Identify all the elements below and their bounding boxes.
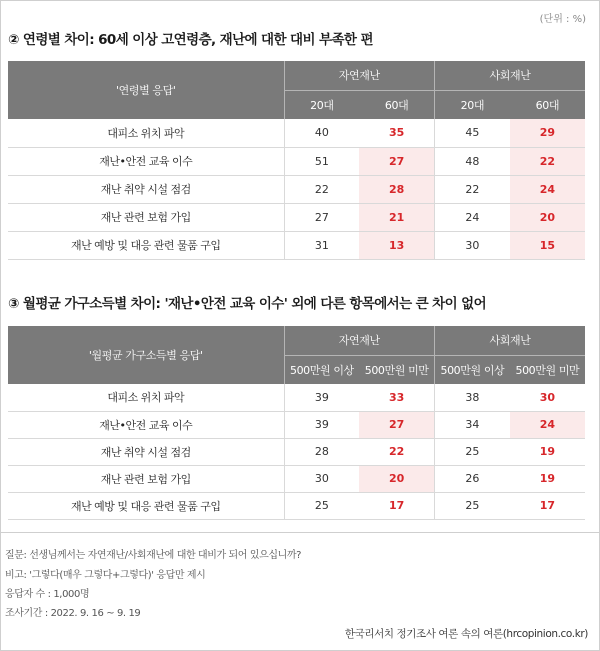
- value-cell-highlight: 21: [359, 203, 434, 231]
- value-cell-highlight: 30: [510, 384, 585, 411]
- table-row: [8, 119, 585, 147]
- table-row: [8, 465, 585, 492]
- value-cell-highlight: 20: [510, 203, 585, 231]
- value-cell-highlight: 19: [510, 465, 585, 492]
- income-sub-header: 500만원 이상: [284, 355, 359, 384]
- value-cell: 26: [435, 465, 510, 492]
- row-item: 재난•안전 교육 이수: [8, 147, 284, 175]
- row-item: 재난 관련 보험 가입: [8, 203, 284, 231]
- value-cell-highlight: 13: [359, 231, 434, 259]
- value-cell: 48: [435, 147, 510, 175]
- income-group-social: 사회재난: [435, 326, 586, 355]
- value-cell: 25: [435, 438, 510, 465]
- section1-title: ② 연령별 차이: 60세 이상 고연령층, 재난에 대한 대비 부족한 편: [8, 32, 373, 48]
- value-cell-highlight: 27: [359, 411, 434, 438]
- age-sub-header: 60대: [359, 90, 434, 119]
- source-credit: 한국리서치 정기조사 여론 속의 여론(hrcopinion.co.kr): [344, 628, 588, 640]
- table-row: [8, 384, 585, 411]
- row-item: 재난 관련 보험 가입: [8, 465, 284, 492]
- period-note: 조사기간 : 2022. 9. 16 ~ 9. 19: [5, 608, 141, 619]
- value-cell-highlight: 27: [359, 147, 434, 175]
- value-cell: 30: [284, 465, 359, 492]
- value-cell: 25: [435, 492, 510, 519]
- respondents-note: 응답자 수 : 1,000명: [5, 589, 90, 600]
- value-cell: 27: [284, 203, 359, 231]
- value-cell: 38: [435, 384, 510, 411]
- value-cell: 45: [435, 119, 510, 147]
- value-cell-highlight: 22: [510, 147, 585, 175]
- question-note: 질문: 선생님께서는 자연재난/사회재난에 대한 대비가 되어 있으십니까?: [5, 550, 302, 561]
- row-item: 대피소 위치 파악: [8, 384, 284, 411]
- value-cell-highlight: 20: [359, 465, 434, 492]
- value-cell: 24: [435, 203, 510, 231]
- income-table-header-label: '월평균 가구소득별 응답': [8, 326, 284, 384]
- income-sub-header: 500만원 이상: [435, 355, 510, 384]
- table-row: [8, 231, 585, 259]
- value-cell-highlight: 33: [359, 384, 434, 411]
- row-item: 재난 취약 시설 점검: [8, 438, 284, 465]
- table-row: [8, 492, 585, 519]
- value-cell: 22: [435, 175, 510, 203]
- table-row: [8, 147, 585, 175]
- value-cell: 39: [284, 384, 359, 411]
- row-item: 재난•안전 교육 이수: [8, 411, 284, 438]
- income-sub-header: 500만원 미만: [510, 355, 585, 384]
- value-cell: 31: [284, 231, 359, 259]
- value-cell: 28: [284, 438, 359, 465]
- value-cell: 30: [435, 231, 510, 259]
- table-row: [8, 438, 585, 465]
- table-row: [8, 411, 585, 438]
- income-group-natural: 자연재난: [284, 326, 435, 355]
- row-item: 대피소 위치 파악: [8, 119, 284, 147]
- value-cell-highlight: 28: [359, 175, 434, 203]
- value-cell: 22: [284, 175, 359, 203]
- age-table: [8, 61, 585, 260]
- value-cell-highlight: 22: [359, 438, 434, 465]
- row-item: 재난 예방 및 대응 관련 물품 구입: [8, 231, 284, 259]
- income-table: [8, 326, 585, 520]
- value-cell: 39: [284, 411, 359, 438]
- age-sub-header: 20대: [284, 90, 359, 119]
- age-sub-header: 20대: [435, 90, 510, 119]
- value-cell: 34: [435, 411, 510, 438]
- value-cell: 51: [284, 147, 359, 175]
- value-cell: 40: [284, 119, 359, 147]
- section2-title: ③ 월평균 가구소득별 차이: '재난•안전 교육 이수' 외에 다른 항목에서는 큰 차이 없어: [8, 296, 487, 312]
- value-cell-highlight: 17: [359, 492, 434, 519]
- row-item: 재난 예방 및 대응 관련 물품 구입: [8, 492, 284, 519]
- value-cell-highlight: 17: [510, 492, 585, 519]
- age-group-natural: 자연재난: [284, 61, 435, 90]
- value-cell-highlight: 24: [510, 411, 585, 438]
- value-cell: 25: [284, 492, 359, 519]
- table-row: [8, 203, 585, 231]
- income-sub-header: 500만원 미만: [359, 355, 434, 384]
- row-item: 재난 취약 시설 점검: [8, 175, 284, 203]
- value-cell-highlight: 19: [510, 438, 585, 465]
- value-cell-highlight: 35: [359, 119, 434, 147]
- footer-divider: [0, 532, 600, 533]
- age-sub-header: 60대: [510, 90, 585, 119]
- value-cell-highlight: 24: [510, 175, 585, 203]
- unit-label: (단위 : %): [539, 14, 586, 25]
- remark-note: 비고: '그렇다(매우 그렇다+그렇다)' 응답만 제시: [5, 570, 206, 581]
- age-group-social: 사회재난: [435, 61, 586, 90]
- table-row: [8, 175, 585, 203]
- value-cell-highlight: 29: [510, 119, 585, 147]
- age-table-header-label: '연령별 응답': [8, 61, 284, 119]
- value-cell-highlight: 15: [510, 231, 585, 259]
